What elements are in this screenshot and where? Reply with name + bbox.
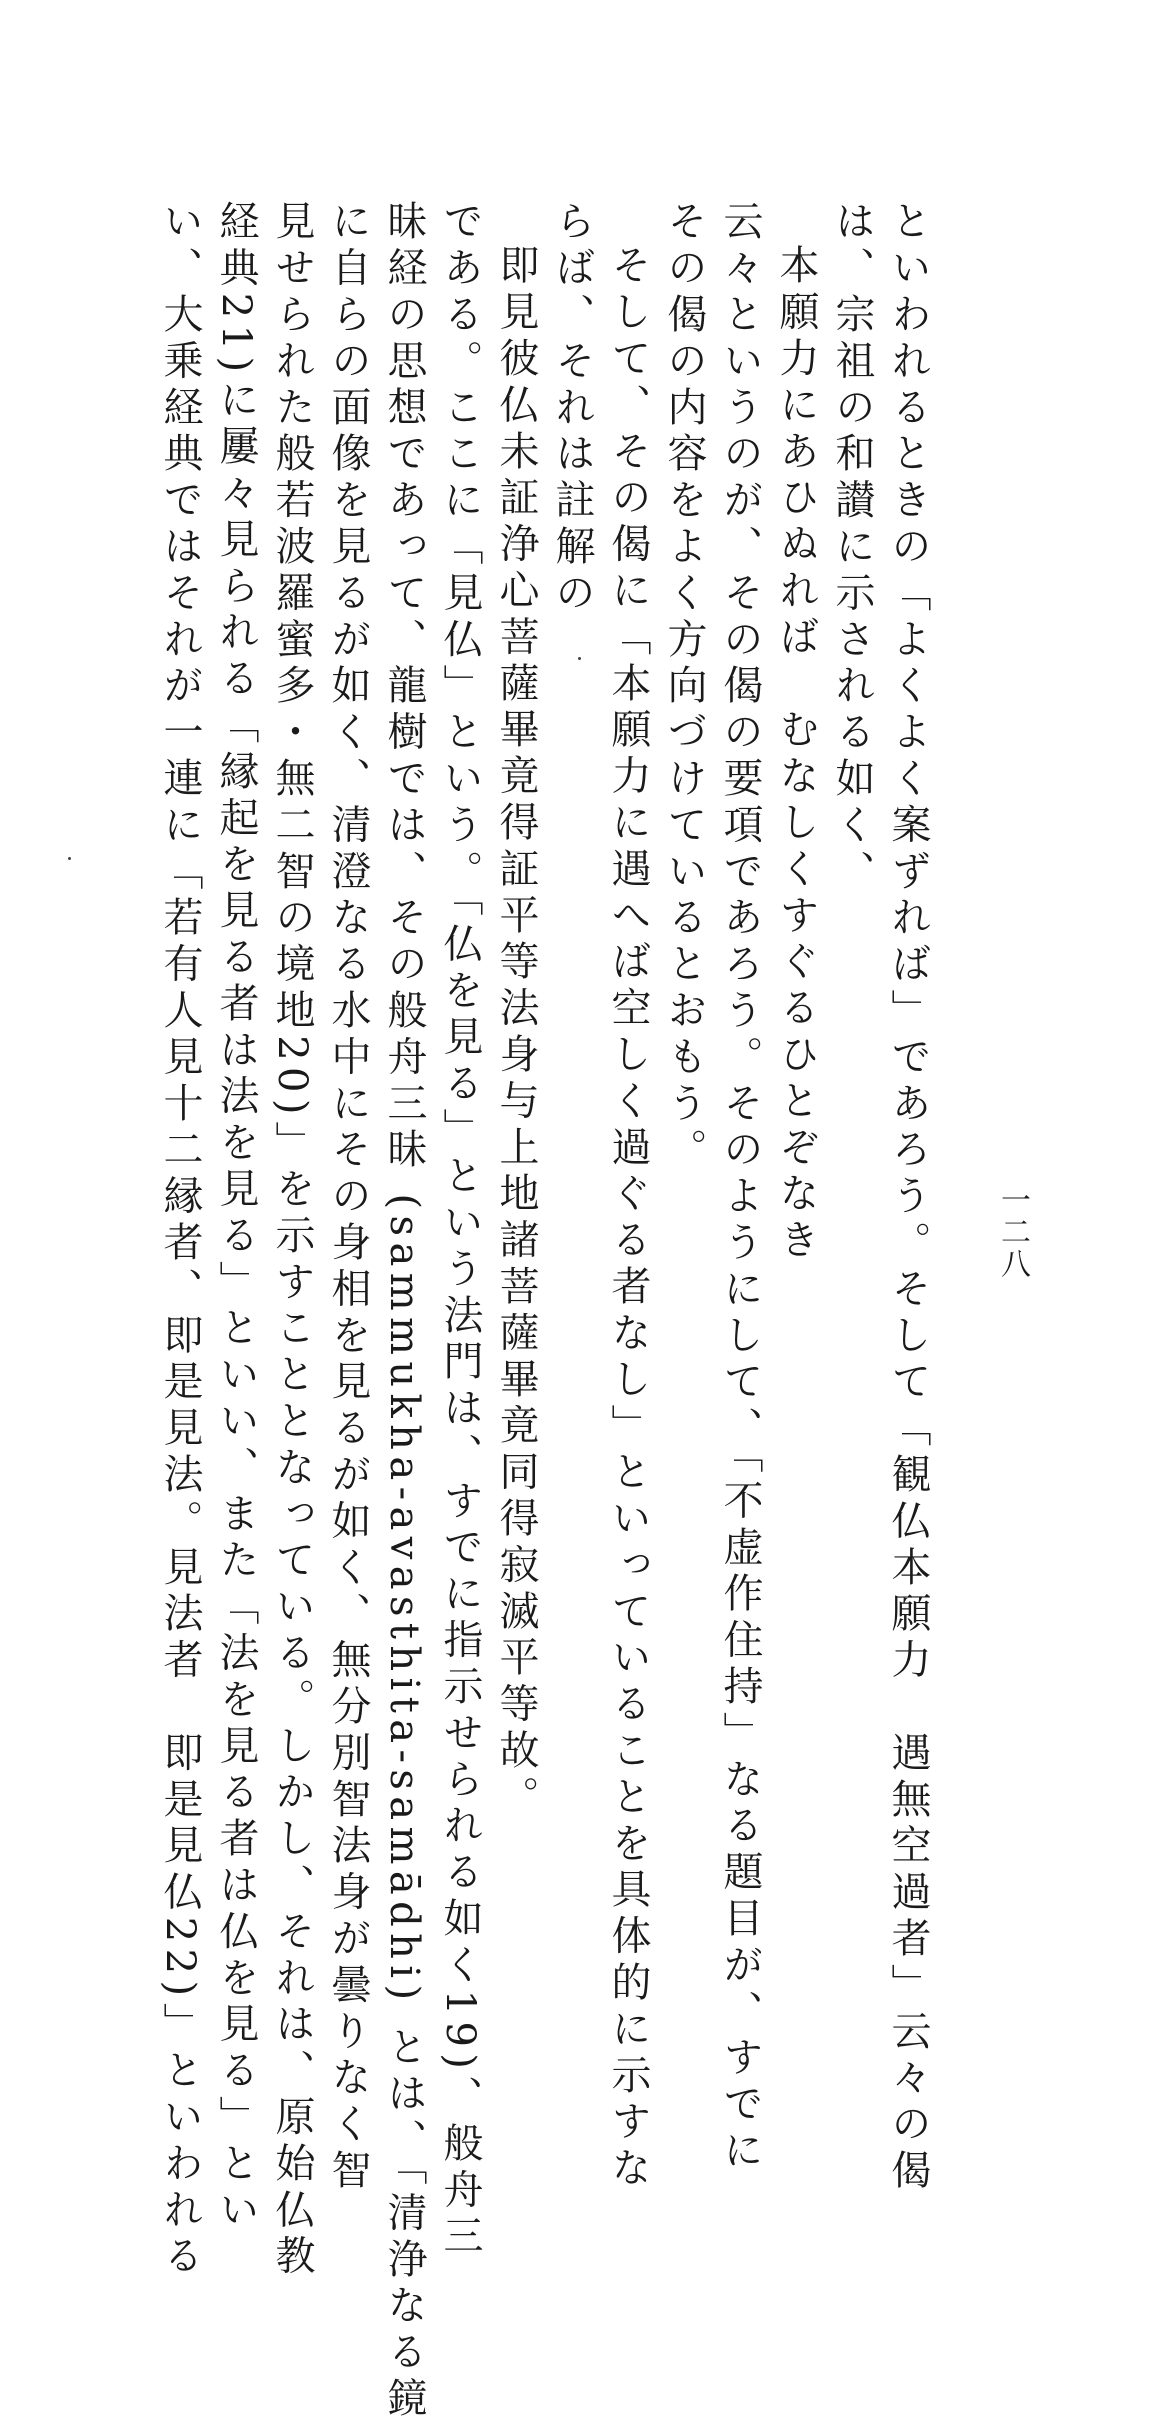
page-number: 一二八 bbox=[995, 1184, 1030, 1280]
quotation-column: 即見彼仏未証浄心菩薩畢竟得証平等法身与上地諸菩薩畢竟同得寂滅平等故。 bbox=[493, 244, 539, 1822]
text-column-6: そして、その偈に「本願力に遇へば空しく過ぐる者なし」といっていることを具体的に示すな bbox=[605, 244, 651, 2193]
scan-speck bbox=[578, 657, 581, 660]
text-column-1: といわれるときの「よくよく案ずれば」であろう。そして「観仏本願力 遇無空過者」云々の偈 bbox=[885, 200, 931, 2196]
scan-speck bbox=[68, 857, 71, 860]
verse-column: 本願力にあひぬれば むなしくすぐるひとぞなき bbox=[773, 244, 819, 1265]
text-column-12: 見せられた般若波羅蜜多・無二智の境地20)」を示すこととなっている。しかし、それは、原始仏教 bbox=[269, 200, 315, 2281]
text-column-4: 云々というのが、その偈の要項であろう。そのようにして、「不虚作住持」なる題目が、すでに bbox=[717, 200, 763, 2176]
text-column-9: である。ここに「見仏」という。「仏を見る」という法門は、すでに指示せられる如く19)、般舟三 bbox=[437, 200, 483, 2261]
text-column-5: その偈の内容をよく方向づけているとおもう。 bbox=[661, 200, 707, 1175]
text-column-11: に自らの面像を見るが如く、清澄なる水中にその身相を見るが如く、無分別智法身が曇りなく智 bbox=[325, 200, 371, 2196]
text-column-14: い、大乗経典ではそれが一連に「若有人見十二縁者、即是見法。見法者 即是見仏22)」といわれる bbox=[157, 200, 203, 2281]
text-column-10: 昧経の思想であって、龍樹では、その般舟三昧 (sammukha-avasthita-samādhi) とは、「清浄なる鏡 bbox=[381, 200, 427, 2423]
text-column-13: 経典21)に屢々見られる「縁起を見る者は法を見る」といい、また「法を見る者は仏を見る」とい bbox=[213, 200, 259, 2235]
text-column-7: らば、それは註解の bbox=[549, 200, 595, 618]
text-column-2: は、宗祖の和讃に示される如く、 bbox=[829, 200, 875, 896]
